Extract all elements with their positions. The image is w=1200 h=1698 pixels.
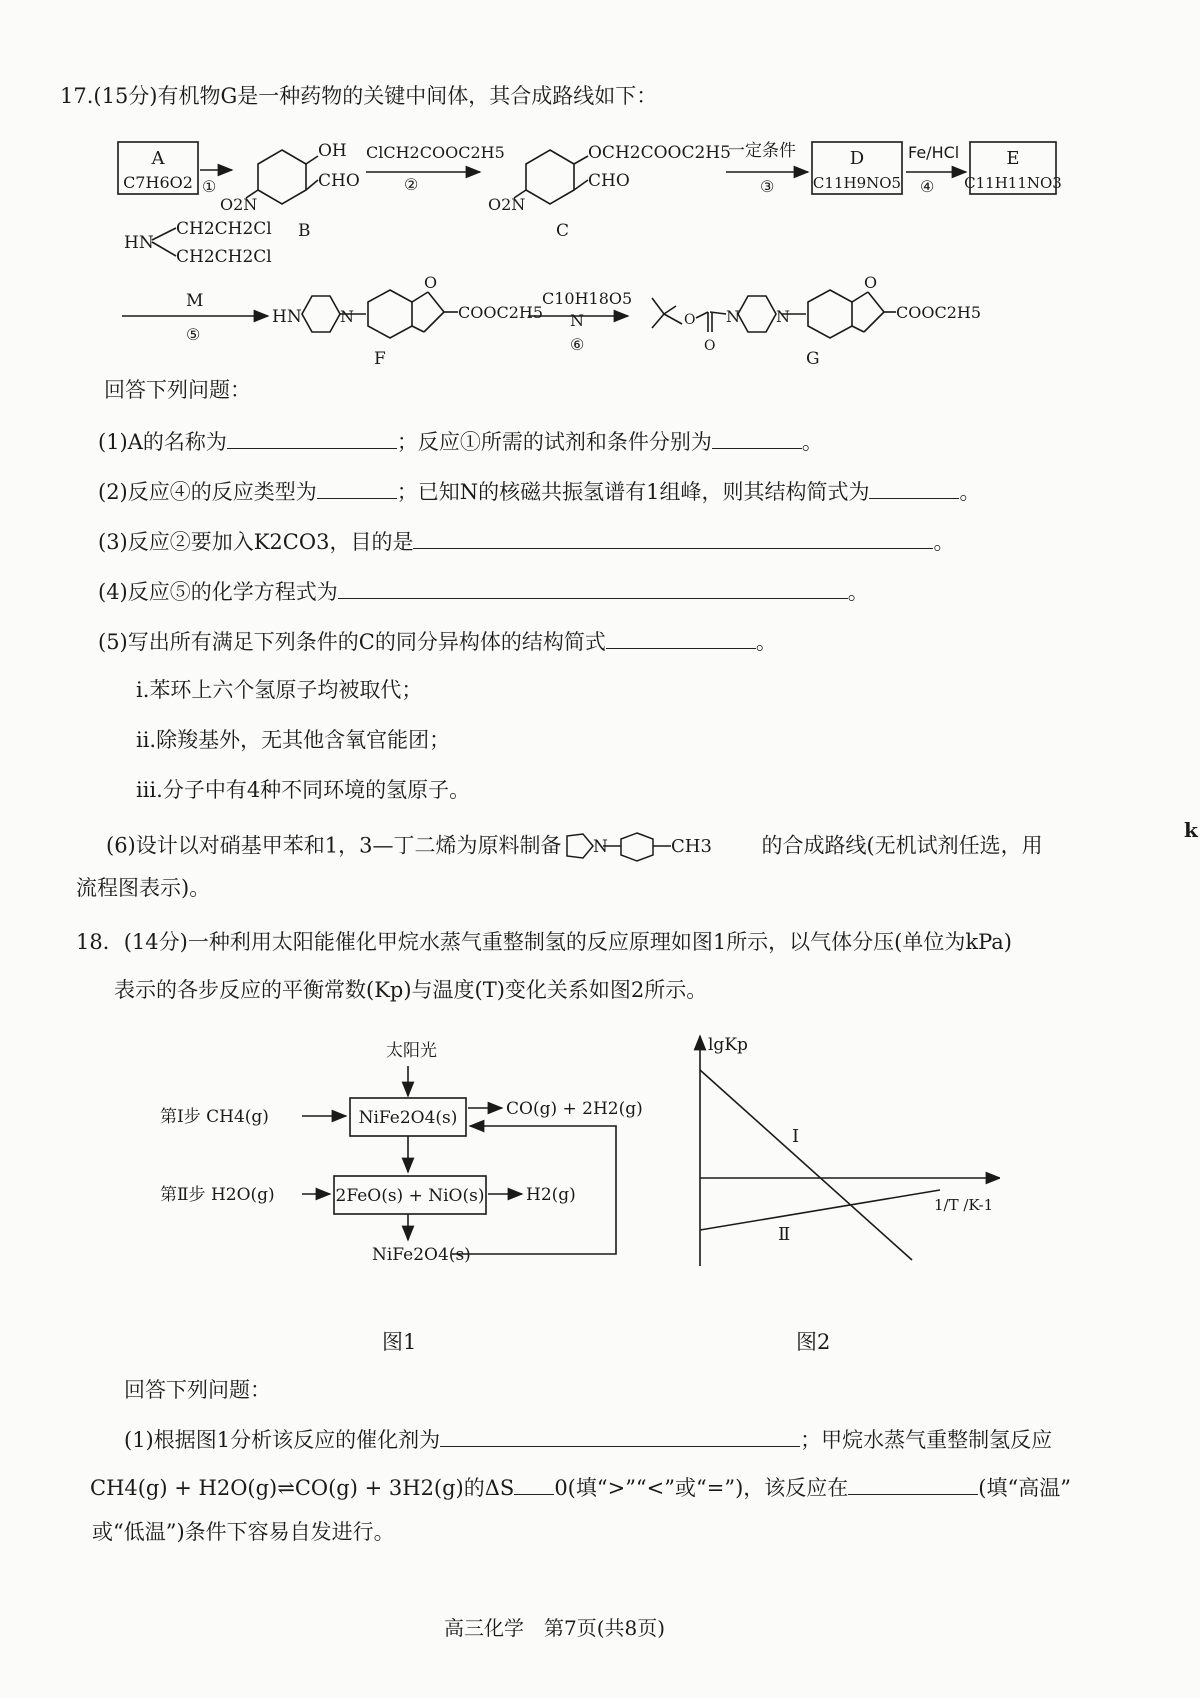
fig1-step2: 第Ⅱ步 H2O(g) — [160, 1185, 275, 1205]
fig1-caption: 图1 — [382, 1330, 417, 1354]
target-compound-structure — [561, 830, 761, 864]
fig2-x-label: 1/T /K-1 — [934, 1196, 994, 1214]
compound-g-benzofuran — [808, 290, 852, 338]
compound-b-ring — [258, 150, 306, 204]
reaction-3-reagent: 一定条件 — [728, 141, 796, 161]
compound-a-label: A — [151, 148, 165, 169]
answer-blank[interactable] — [227, 426, 397, 449]
answer-blank[interactable] — [606, 626, 756, 649]
target-n-atom: N — [593, 837, 609, 857]
compound-c-nitro: O2N — [488, 195, 526, 214]
fig2-line-ii — [700, 1190, 940, 1230]
answer-blank[interactable] — [869, 476, 959, 499]
compound-f-ester: COOC2H5 — [458, 303, 544, 322]
q18-heading-line2: 表示的各步反应的平衡常数(Kp)与温度(T)变化关系如图2所示。 — [114, 978, 708, 1002]
compound-d-label: D — [849, 148, 865, 169]
figure-2-graph — [680, 1030, 1000, 1270]
reaction-3-number: ③ — [760, 177, 775, 196]
compound-g-n1: N — [726, 307, 740, 326]
compound-e-label: E — [1006, 148, 1020, 169]
reagent-m-top-arm: CH2CH2Cl — [176, 219, 272, 239]
reaction-4-number: ④ — [920, 177, 935, 196]
compound-g-o: O — [864, 273, 878, 292]
fig1-box1-label: NiFe2O4(s) — [358, 1108, 458, 1128]
compound-f-n: N — [340, 307, 354, 326]
fig2-line-ii-label: Ⅱ — [778, 1224, 791, 1245]
compound-b-nitro: O2N — [220, 195, 258, 214]
compound-f-nh: HN — [272, 307, 302, 327]
q17-synthesis-scheme — [0, 128, 1200, 388]
answer-blank[interactable] — [413, 526, 933, 549]
compound-c-aldehyde: CHO — [588, 171, 630, 191]
reaction-4-reagent: Fe/HCl — [908, 143, 960, 162]
q17-part-1: (1)A的名称为 ；反应①所需的试剂和条件分别为 。 — [98, 426, 823, 456]
compound-f-benzofuran — [368, 290, 412, 338]
fig1-step1: 第Ⅰ步 CH4(g) — [160, 1107, 269, 1127]
fig1-sunlight: 太阳光 — [386, 1041, 437, 1061]
fig1-box2-label: 2FeO(s) + NiO(s) — [335, 1186, 485, 1206]
answer-blank[interactable] — [338, 576, 848, 599]
q17-part-6-cont: 流程图表示)。 — [76, 876, 211, 900]
reagent-m-bottom-arm: CH2CH2Cl — [176, 247, 272, 267]
q17-condition-3: ⅲ.分子中有4种不同环境的氢原子。 — [136, 778, 471, 802]
compound-g-ester-o: O — [684, 312, 696, 328]
answer-blank[interactable] — [514, 1472, 554, 1495]
q17-part-3: (3)反应②要加入K2CO3，目的是 。 — [98, 526, 954, 556]
fig1-bottom-product: NiFe2O4(s) — [372, 1245, 471, 1265]
reaction-2-reagent: ClCH2COOC2H5 — [366, 143, 505, 162]
q17-part-5: (5)写出所有满足下列条件的C的同分异构体的结构简式 。 — [98, 626, 777, 656]
compound-g-label: G — [806, 349, 820, 369]
q17-condition-2: ⅱ.除羧基外，无其他含氧官能团； — [136, 728, 451, 752]
page-footer: 高三化学 第7页(共8页) — [444, 1616, 666, 1640]
answer-blank[interactable] — [317, 476, 397, 499]
compound-g-n2: N — [776, 307, 790, 326]
q18-intro: 回答下列问题： — [124, 1378, 271, 1402]
q17-part-2: (2)反应④的反应类型为 ；已知N的核磁共振氢谱有1组峰，则其结构简式为 。 — [98, 476, 980, 506]
compound-c-label: C — [556, 221, 570, 241]
compound-f-o: O — [424, 273, 438, 292]
q18-part-1-line1: (1)根据图1分析该反应的催化剂为 ；甲烷水蒸气重整制氢反应 — [124, 1424, 1052, 1454]
q18-part-1-line3: 或“低温”)条件下容易自发进行。 — [92, 1520, 395, 1544]
compound-b-hydroxy: OH — [318, 141, 347, 161]
q17-condition-1: ⅰ.苯环上六个氢原子均被取代； — [136, 678, 423, 702]
fig2-caption: 图2 — [796, 1330, 831, 1354]
compound-g-carbonyl-o: O — [704, 338, 716, 354]
fig2-y-label: lgKp — [708, 1035, 748, 1055]
compound-b-label: B — [298, 221, 311, 241]
q17-part-6: (6)设计以对硝基甲苯和1，3—丁二烯为原料制备 N CH3 的合成路线(无机试剂任选，用 — [106, 830, 1043, 864]
margin-mark: k — [1184, 818, 1198, 842]
fig1-output2: H2(g) — [526, 1185, 576, 1205]
q17-heading: 17.(15分)有机物G是一种药物的关键中间体，其合成路线如下： — [60, 84, 658, 108]
compound-a-formula: C7H6O2 — [123, 173, 193, 192]
compound-c-ring — [526, 150, 574, 204]
fig1-output1: CO(g) + 2H2(g) — [506, 1099, 643, 1119]
reaction-2-number: ② — [404, 175, 419, 194]
q18-part-1-line2: CH4(g) + H2O(g)⇌CO(g) + 3H2(g)的ΔS 0(填“>”“<”或“=”)，该反应在 (填“高温” — [90, 1472, 1071, 1502]
reaction-5-number: ⑤ — [186, 325, 201, 344]
fig2-line-i — [700, 1070, 912, 1260]
compound-f-label: F — [374, 349, 386, 369]
compound-c-ether: OCH2COOC2H5 — [588, 143, 731, 163]
compound-g-piperazine — [738, 296, 776, 332]
figure-1-flow-diagram — [150, 1036, 670, 1276]
answer-blank[interactable] — [440, 1424, 800, 1447]
fig2-line-i-label: Ⅰ — [792, 1126, 800, 1147]
compound-g-ester: COOC2H5 — [896, 303, 982, 322]
target-methyl: CH3 — [671, 836, 713, 857]
reagent-n-formula: C10H18O5 — [542, 289, 633, 308]
reagent-m-amine: HN — [124, 233, 154, 253]
compound-f-piperazine — [302, 296, 340, 332]
reagent-n-label: N — [570, 311, 584, 330]
q17-intro: 回答下列问题： — [104, 378, 251, 402]
q17-part-4: (4)反应⑤的化学方程式为 。 — [98, 576, 869, 606]
answer-blank[interactable] — [848, 1472, 978, 1495]
q18-heading-line1: 18．(14分)一种利用太阳能催化甲烷水蒸气重整制氢的反应原理如图1所示，以气体分压(单位为kPa) — [76, 930, 1013, 954]
compound-d-formula: C11H9NO5 — [812, 174, 902, 192]
reaction-1-number: ① — [202, 177, 217, 196]
answer-blank[interactable] — [712, 426, 802, 449]
compound-e-formula: C11H11NO3 — [964, 174, 1062, 192]
reagent-m-label: M — [186, 291, 204, 311]
reaction-6-number: ⑥ — [570, 335, 585, 354]
compound-b-aldehyde: CHO — [318, 171, 360, 191]
